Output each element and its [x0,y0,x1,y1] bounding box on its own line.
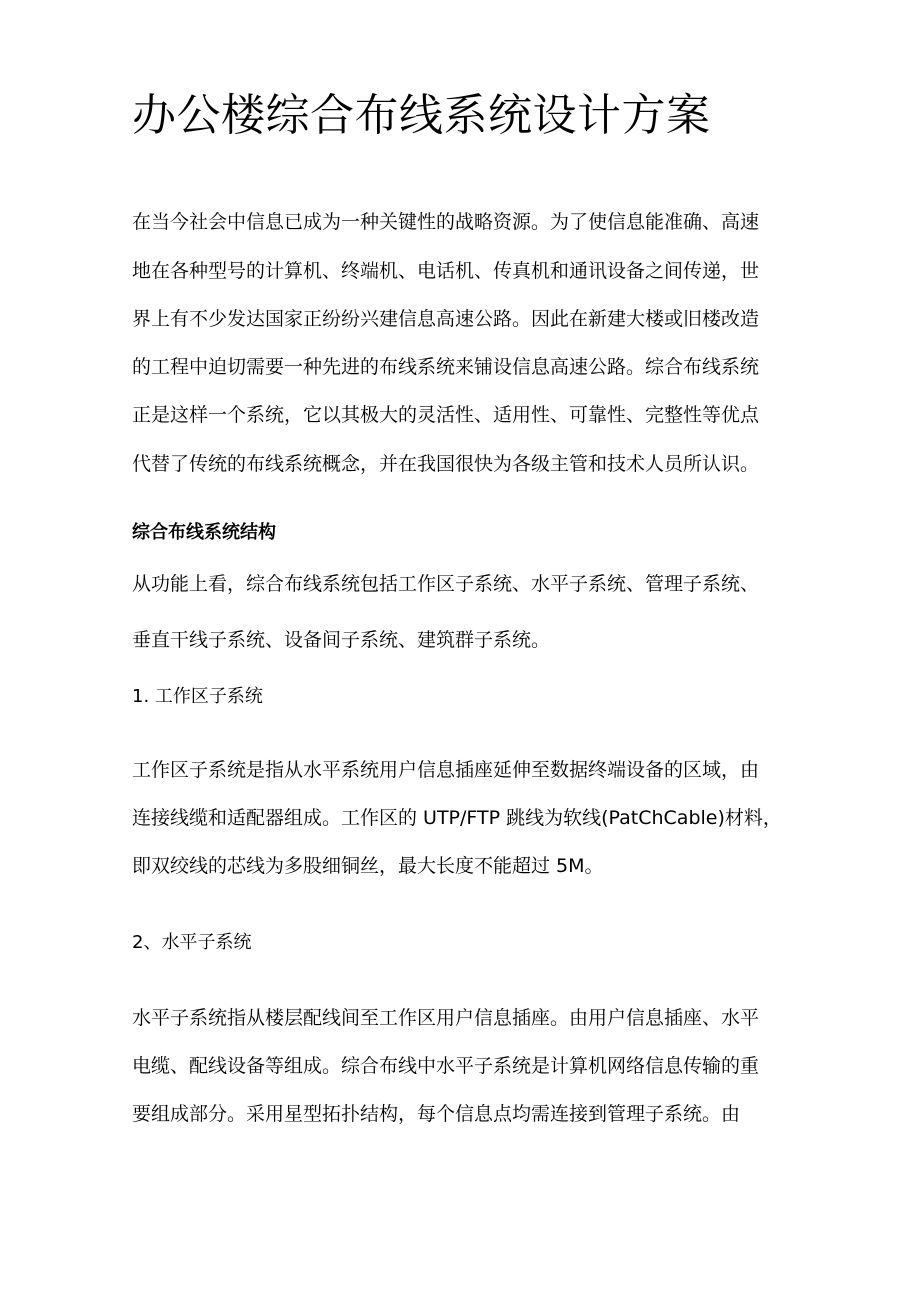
structure-line: 垂直干线子系统、设备间子系统、建筑群子系统。 [132,629,551,651]
intro-line: 地在各种型号的计算机、终端机、电话机、传真机和通讯设备之间传递，世 [132,260,760,282]
intro-line: 界上有不少发达国家正纷纷兴建信息高速公路。因此在新建大楼或旧楼改造 [132,308,760,330]
subsection-line: 电缆、配线设备等组成。综合布线中水平子系统是计算机网络信息传输的重 [132,1055,760,1077]
subsection-line: 连接线缆和适配器组成。工作区的 UTP/FTP 跳线为软线(PatChCable)材料， [132,807,782,829]
subsection-line: 即双绞线的芯线为多股细铜丝，最大长度不能超过 5M。 [132,855,604,877]
document-title: 办公楼综合布线系统设计方案 [132,90,711,141]
intro-line: 正是这样一个系统，它以其极大的灵活性、适用性、可靠性、完整性等优点 [132,404,760,426]
structure-line: 从功能上看，综合布线系统包括工作区子系统、水平子系统、管理子系统、 [132,573,760,595]
subsection-line: 要组成部分。采用星型拓扑结构，每个信息点均需连接到管理子系统。由 [132,1103,741,1125]
intro-line: 的工程中迫切需要一种先进的布线系统来铺设信息高速公路。综合布线系统 [132,356,760,378]
subsection-title: 2、水平子系统 [132,932,252,953]
section-heading: 综合布线系统结构 [132,522,276,543]
intro-line: 在当今社会中信息已成为一种关键性的战略资源。为了使信息能准确、高速 [132,211,760,233]
subsection-title: 1. 工作区子系统 [132,686,263,707]
subsection-line: 水平子系统指从楼层配线间至工作区用户信息插座。由用户信息插座、水平 [132,1007,760,1029]
intro-line: 代替了传统的布线系统概念，并在我国很快为各级主管和技术人员所认识。 [132,453,760,475]
subsection-line: 工作区子系统是指从水平系统用户信息插座延伸至数据终端设备的区域，由 [132,759,760,781]
